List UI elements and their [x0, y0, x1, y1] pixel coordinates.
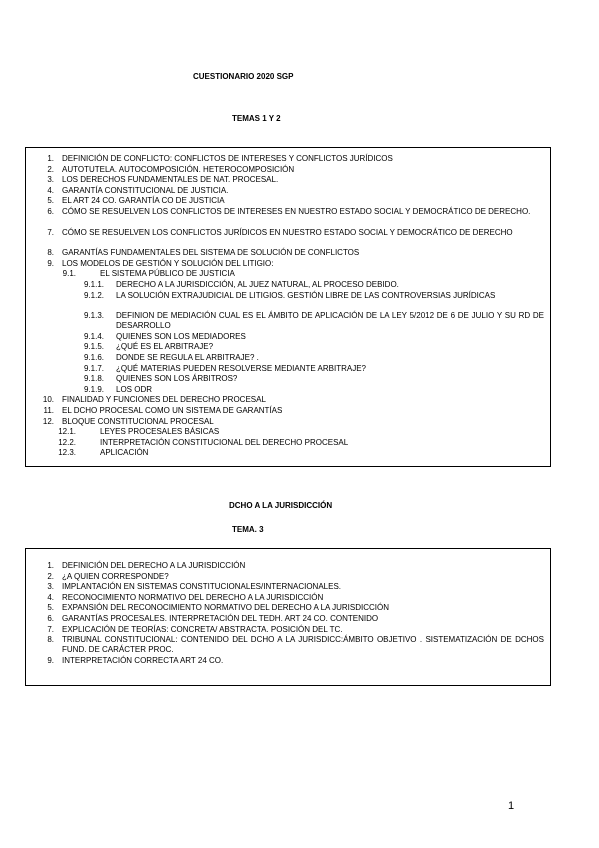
- list-item-number: 7.: [47, 227, 54, 237]
- list-item-number: 12.1.: [58, 427, 76, 437]
- list-item-number: 10.: [42, 395, 54, 405]
- list-item-number: 12.2.: [58, 437, 76, 447]
- list-item-text: INTERPRETACIÓN CORRECTA ART 24 CO.: [62, 655, 224, 665]
- list-item-text: LA SOLUCIÓN EXTRAJUDICIAL DE LITIGIOS. GESTIÓN LIBRE DE LAS CONTROVERSIAS JURÍDICAS: [116, 290, 496, 300]
- list-item-number: 5.: [47, 196, 54, 206]
- list-item-text: EL ART 24 CO. GARANTÍA CO DE JUSTICIA: [62, 196, 225, 206]
- list-item-number: 1.: [47, 561, 54, 570]
- list-item-text: APLICACIÓN: [100, 448, 149, 458]
- list-item-text: DEFINICIÓN DE CONFLICTO: CONFLICTOS DE INTERESES Y CONFLICTOS JURÍDICOS: [62, 154, 393, 163]
- list-item-number: 4.: [47, 592, 54, 602]
- list-item-text: EXPLICACIÓN DE TEORÍAS: CONCRETA/ ABSTRACTA. POSICIÓN DEL TC.: [62, 624, 343, 634]
- list-item-text: LOS ODR: [116, 384, 153, 394]
- list-item-text: DONDE SE REGULA EL ARBITRAJE? .: [116, 353, 259, 362]
- list-item-text: LOS MODELOS DE GESTIÓN Y SOLUCIÓN DEL LITIGIO:: [62, 258, 274, 268]
- list-item-text: EL SISTEMA PÚBLICO DE JUSTICIA: [100, 269, 235, 279]
- list-item-text: CÓMO SE RESUELVEN LOS CONFLICTOS DE INTERESES EN NUESTRO ESTADO SOCIAL Y DEMOCRÁTICO DE DERECHO.: [62, 207, 531, 216]
- list-item-number: 9.1.3.: [83, 311, 104, 321]
- list-item-text: LEYES PROCESALES BÁSICAS: [100, 427, 220, 437]
- list-item-number: 2.: [47, 571, 54, 581]
- list-item-text: INTERPRETACIÓN CONSTITUCIONAL DEL DERECHO PROCESAL: [100, 437, 349, 447]
- list-item-number: 12.: [42, 416, 54, 426]
- list-item-text: QUIENES SON LOS ÁRBITROS?: [116, 374, 238, 384]
- list-item-text: CÓMO SE RESUELVEN LOS CONFLICTOS JURÍDICOS EN NUESTRO ESTADO SOCIAL Y DEMOCRÁTICO DE DERECHO: [62, 227, 513, 237]
- list-item-number: 9.1.8.: [83, 374, 104, 384]
- list-item-number: 3.: [47, 582, 54, 592]
- list-item-text: DERECHO A LA JURISDICCIÓN, AL JUEZ NATURAL, AL PROCESO DEBIDO.: [116, 280, 399, 289]
- list-item-text: TRIBUNAL CONSTITUCIONAL: CONTENIDO DEL DCHO A LA JURISDICC:ÁMBITO OBJETIVO . SISTEMATIZACIÓN DE DCHOS FUND. DE CARÁCTER PROC.: [62, 635, 544, 655]
- list-item-number: 8.: [47, 248, 54, 258]
- list-item-text: DEFINICIÓN DEL DERECHO A LA JURISDICCIÓN: [62, 561, 246, 570]
- list-item-text: EL DCHO PROCESAL COMO UN SISTEMA DE GARANTÍAS: [62, 406, 283, 415]
- list-item-text: BLOQUE CONSTITUCIONAL PROCESAL: [62, 416, 214, 426]
- list-item-text: QUIENES SON LOS MEDIADORES: [116, 331, 246, 341]
- list-item-text: GARANTÍAS FUNDAMENTALES DEL SISTEMA DE SOLUCIÓN DE CONFLICTOS: [62, 248, 360, 258]
- list-item-number: 9.: [47, 258, 54, 268]
- list-item-number: 11.: [43, 406, 54, 415]
- list-item-number: 9.1.: [62, 269, 76, 279]
- list-item-number: 6.: [47, 614, 54, 623]
- document-title: CUESTIONARIO 2020 SGP: [193, 72, 294, 81]
- list-item-number: 1.: [47, 154, 54, 163]
- list-item-text: ¿A QUIEN CORRESPONDE?: [62, 571, 169, 581]
- section2-heading: DCHO A LA JURISDICCIÓN: [229, 501, 333, 510]
- list-item-number: 9.1.1.: [83, 280, 104, 289]
- list-item-number: 7.: [47, 624, 54, 634]
- list-item-text: DEFINION DE MEDIACIÓN CUAL ES EL ÁMBITO DE APLICACIÓN DE LA LEY 5/2012 DE 6 DE JULIO Y SU RD DE DESARROLLO: [116, 311, 544, 331]
- list-item-text: FINALIDAD Y FUNCIONES DEL DERECHO PROCESAL: [62, 395, 266, 405]
- list-item-text: IMPLANTACIÓN EN SISTEMAS CONSTITUCIONALES/INTERNACIONALES.: [62, 582, 342, 592]
- list-item-text: GARANTÍA CONSTITUCIONAL DE JUSTICIA.: [62, 185, 229, 195]
- list-item-number: 9.1.5.: [83, 342, 104, 352]
- list-item-number: 9.1.7.: [83, 363, 104, 373]
- list-item-text: ¿QUÉ MATERIAS PUEDEN RESOLVERSE MEDIANTE ARBITRAJE?: [116, 363, 366, 373]
- list-item-number: 9.1.6.: [83, 353, 104, 362]
- list-item-number: 12.3.: [58, 448, 76, 458]
- section1-heading: TEMAS 1 Y 2: [232, 114, 281, 123]
- list-item-number: 8.: [47, 635, 54, 645]
- list-item-text: LOS DERECHOS FUNDAMENTALES DE NAT. PROCESAL.: [62, 175, 279, 185]
- list-item-text: AUTOTUTELA. AUTOCOMPOSICIÓN. HETEROCOMPOSICIÓN: [62, 164, 295, 174]
- list-item-number: 2.: [47, 164, 54, 174]
- list-item-number: 9.: [47, 655, 54, 665]
- list-item-text: EXPANSIÓN DEL RECONOCIMIENTO NORMATIVO DEL DERECHO A LA JURISDICCIÓN: [62, 603, 390, 613]
- list-item-number: 3.: [47, 175, 54, 185]
- list-item-text: ¿QUÉ ES EL ARBITRAJE?: [116, 342, 214, 352]
- list-item-number: 4.: [47, 185, 54, 195]
- list-item-text: RECONOCIMIENTO NORMATIVO DEL DERECHO A LA JURISDICCIÓN: [62, 592, 324, 602]
- list-item-number: 9.1.2.: [83, 290, 104, 300]
- list-item-text: GARANTÍAS PROCESALES. INTERPRETACIÓN DEL TEDH. ART 24 CO. CONTENIDO: [62, 614, 379, 623]
- list-item-number: 5.: [47, 603, 54, 613]
- list-item-number: 9.1.9.: [83, 384, 104, 394]
- list-item-number: 6.: [47, 207, 54, 216]
- list-item-number: 9.1.4.: [83, 331, 104, 341]
- section2-subheading: TEMA. 3: [232, 525, 264, 534]
- page-number: 1: [508, 800, 515, 812]
